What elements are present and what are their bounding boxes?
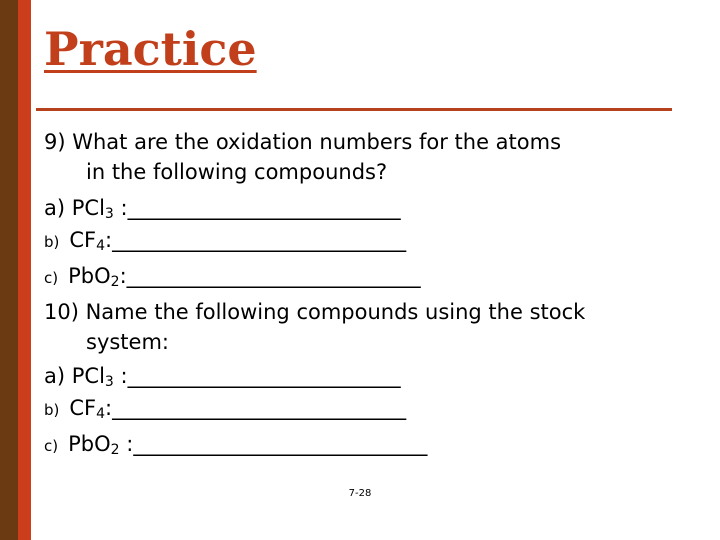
q9-a-label: a) (44, 196, 72, 220)
q10-a-formula: PCl (71, 364, 105, 388)
q10-line1: 10) Name the following compounds using the stock (44, 300, 586, 324)
q9-b-subscript: 4 (96, 238, 106, 254)
q10-a-blank: :__________________________ (113, 364, 401, 388)
left-accent-bar-dark (0, 0, 18, 540)
q10-b-label: b) (44, 401, 60, 419)
q9-c-blank: :____________________________ (119, 264, 421, 288)
q9-b-formula: CF (69, 228, 97, 252)
slide-title: Practice (44, 22, 257, 76)
q9-item-a (44, 196, 401, 220)
q9-item-b (44, 228, 406, 252)
left-accent-bar-light (18, 0, 31, 540)
q9-b-blank: :____________________________ (105, 228, 407, 252)
q10-item-b (44, 396, 406, 420)
q10-a-label: a) (44, 364, 72, 388)
q10-b-subscript: 4 (96, 406, 106, 422)
q9-c-label: c) (44, 269, 59, 287)
q10-c-label: c) (44, 437, 59, 455)
q9-item-c (44, 264, 421, 288)
q9-a-formula: PCl (71, 196, 105, 220)
q9-b-label: b) (44, 233, 60, 251)
q10-item-a (44, 364, 401, 388)
q10-c-blank: :____________________________ (119, 432, 428, 456)
q10-c-formula: PbO (68, 432, 111, 456)
q10-a-subscript: 3 (104, 374, 114, 390)
q9-a-subscript: 3 (104, 206, 114, 222)
q9-c-formula: PbO (68, 264, 111, 288)
q9-a-blank: :__________________________ (113, 196, 401, 220)
q9-line1: 9) What are the oxidation numbers for the atoms (44, 130, 562, 154)
q9-c-subscript: 2 (110, 274, 120, 290)
q10-line2: system: (86, 330, 169, 354)
q10-b-blank: :____________________________ (105, 396, 407, 420)
q10-item-c (44, 432, 427, 456)
slide-number: 7-28 (348, 488, 372, 499)
q10-b-formula: CF (69, 396, 97, 420)
q9-line2: in the following compounds? (86, 160, 388, 184)
q10-c-subscript: 2 (110, 442, 120, 458)
title-divider (36, 108, 672, 111)
